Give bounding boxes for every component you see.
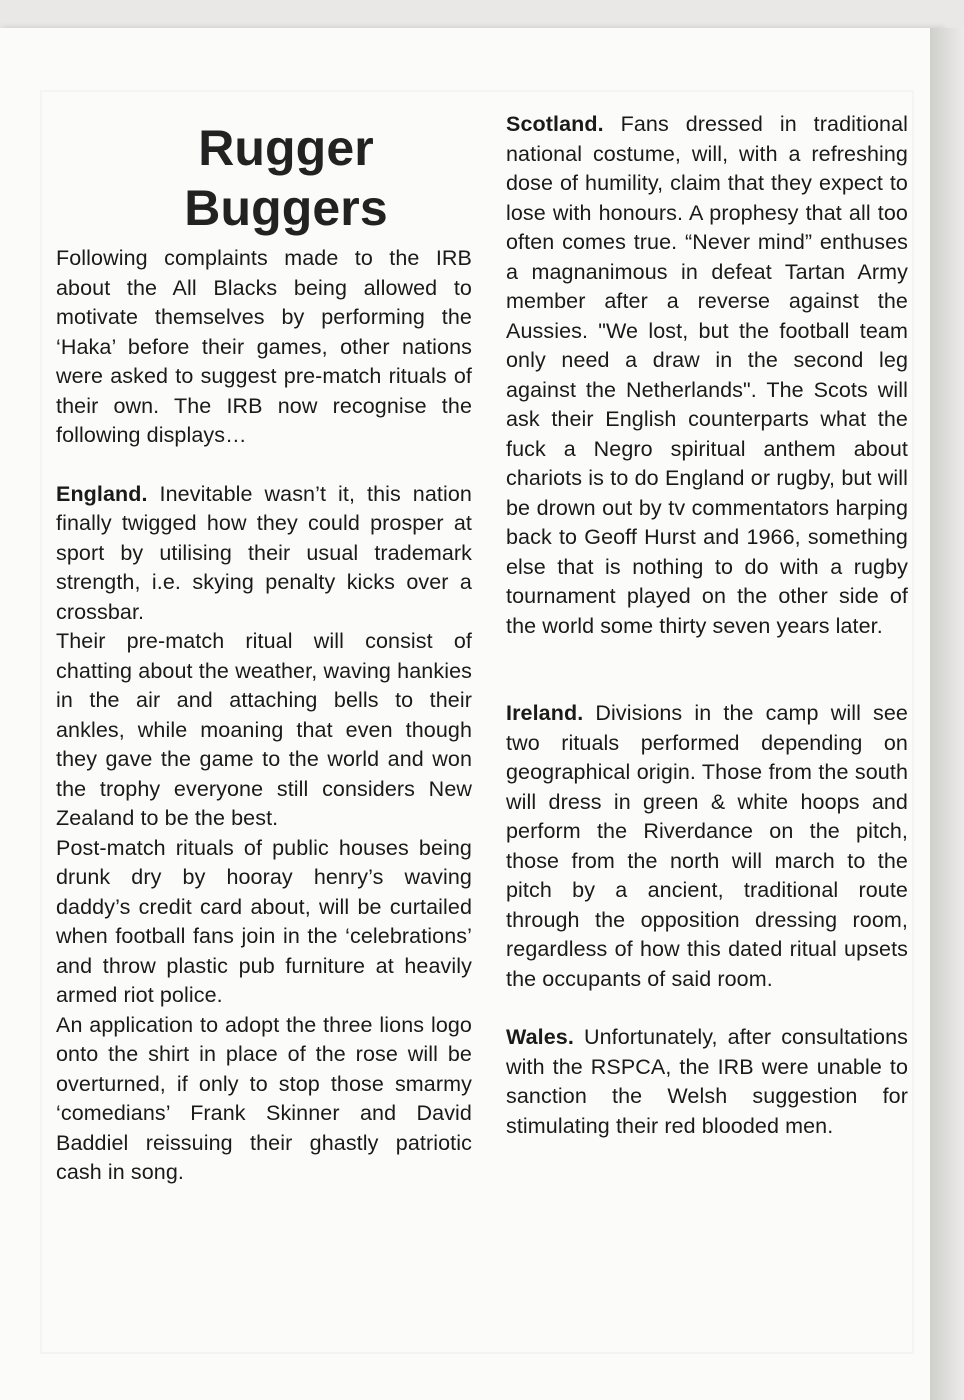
title-line-1: Rugger bbox=[198, 120, 374, 176]
england-logo-paragraph: An application to adopt the three lions logo onto the shirt in place of the rose will be overturned, if only to stop those smarmy ‘comedians’ Frank Skinner and David Baddiel reissuing their ghastly patriotic cash in song. bbox=[56, 1012, 472, 1184]
ireland-text: Divisions in the camp will see two rituals performed depending on geographical origin. Those from the south will dress in green & white hoops and perform the Riverdance on the pitch, those from the north will march to the pitch by a ancient, traditional route through the opposition dressing room, regardless of how this dated ritual upsets the occupants of said room. bbox=[506, 701, 908, 991]
intro-paragraph: Following complaints made to the IRB about the All Blacks being allowed to motivate themselves by performing the ‘Haka’ before their games, other nations were asked to suggest pre-match rituals of their own. The IRB now recognise the following displays… bbox=[56, 246, 472, 447]
title-line-2: Buggers bbox=[184, 180, 388, 236]
wales-heading: Wales. bbox=[506, 1025, 574, 1049]
ireland-heading: Ireland. bbox=[506, 701, 584, 725]
england-heading: England. bbox=[56, 481, 148, 506]
england-text: Inevitable wasn’t it, this nation finally twigged how they could prosper at sport by utilising their usual trademark strength, i.e. skying penalty kicks over a crossbar. bbox=[56, 481, 472, 624]
scotland-text: Fans dressed in traditional national costume, will, with a refreshing dose of humility, claim that they expect to lose with honours. A prophesy that all too often comes true. “Never mind” enthuses a magnanimous in defeat Tartan Army member after a reverse against the Aussies. "We lost, but the football team only need a draw in the second leg against the Netherlands". The Scots will ask their English counterparts what the fuck a Negro spiritual anthem about chariots is to do England or rugby, but will be drown out by tv commentators harping back to Geoff Hurst and 1966, something else that is nothing to do with a rugby tournament played on the other side of the world some thirty seven years later. bbox=[506, 112, 908, 638]
scotland-heading: Scotland. bbox=[506, 112, 604, 136]
wales-section bbox=[506, 1023, 908, 1141]
article-title bbox=[116, 118, 456, 238]
england-prematch-paragraph: Their pre-match ritual will consist of chatting about the weather, waving hankies in the air and attaching bells to their ankles, while moaning that even though they gave the game to the world and won the trophy everyone still considers New Zealand to be the best. bbox=[56, 629, 472, 830]
england-postmatch-paragraph: Post-match rituals of public houses being drunk dry by hooray henry’s waving daddy’s credit card about, will be curtailed when football fans join in the ‘celebrations’ and throw plastic pub furniture at heavily armed riot police. bbox=[56, 835, 472, 1007]
left-column bbox=[56, 118, 472, 1188]
right-column bbox=[506, 110, 908, 1141]
page-gutter bbox=[930, 28, 964, 1400]
england-section bbox=[56, 480, 472, 628]
ireland-section bbox=[506, 699, 908, 994]
wales-text: Unfortunately, after consultations with the RSPCA, the IRB were unable to sanction the Welsh suggestion for stimulating their red blooded men. bbox=[506, 1025, 908, 1138]
scotland-section bbox=[506, 110, 908, 641]
